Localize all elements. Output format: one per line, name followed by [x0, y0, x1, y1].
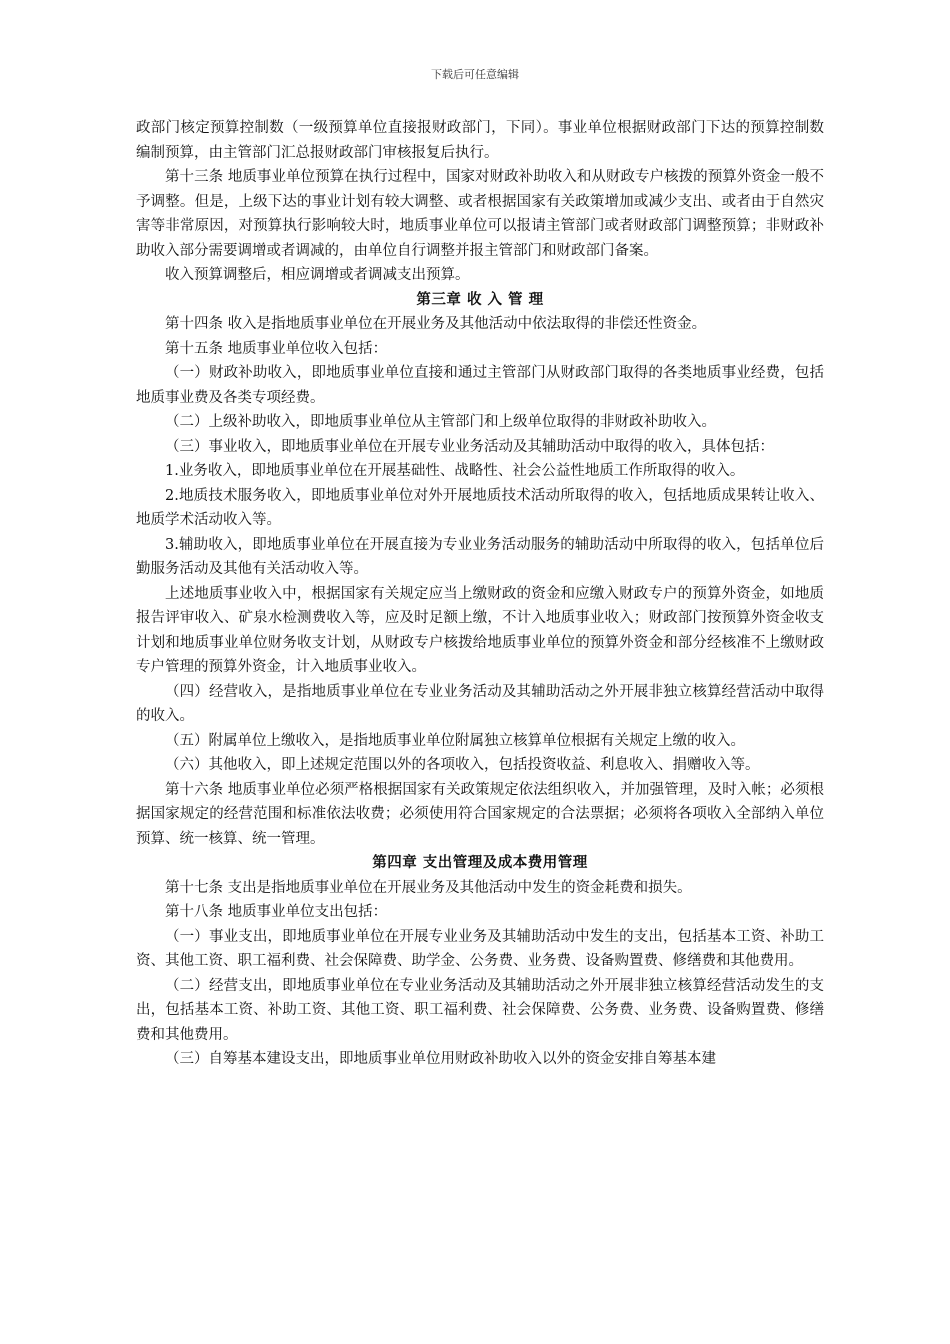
paragraph: （六）其他收入，即上述规定范围以外的各项收入，包括投资收益、利息收入、捐赠收入等。 [165, 757, 760, 773]
paragraph: 第十五条 地质事业单位收入包括： [165, 340, 388, 357]
paragraph: （一）事业支出，即地质事业单位在开展专业业务及其辅助活动中发生的支出，包括基本工资、补助工资、其他工资、职工福利费、社会保障费、助学金、公务费、业务费、设备购置费、修缮费和其他费用。 [136, 928, 824, 969]
paragraph: 2.地质技术服务收入，即地质事业单位对外开展地质技术活动所取得的收入，包括地质成果转让收入、地质学术活动收入等。 [136, 487, 824, 528]
paragraph: 第十七条 支出是指地质事业单位在开展业务及其他活动中发生的资金耗费和损失。 [165, 879, 692, 896]
paragraph: 3.辅助收入，即地质事业单位在开展直接为专业业务活动服务的辅助活动中所取得的收入，包括单位后勤服务活动及其他有关活动收入等。 [136, 536, 824, 577]
paragraph: 1.业务收入，即地质事业单位在开展基础性、战略性、社会公益性地质工作所取得的收入。 [165, 463, 745, 479]
paragraph: 第十四条 收入是指地质事业单位在开展业务及其他活动中依法取得的非偿还性资金。 [165, 316, 707, 332]
document-body [136, 116, 824, 1072]
paragraph: （一）财政补助收入，即地质事业单位直接和通过主管部门从财政部门取得的各类地质事业经费，包括地质事业费及各类专项经费。 [136, 365, 824, 406]
paragraph: 政部门核定预算控制数（一级预算单位直接报财政部门，下同）。事业单位根据财政部门下达的预算控制数编制预算，由主管部门汇总报财政部门审核报复后执行。 [136, 120, 824, 161]
paragraph: （三）自筹基本建设支出，即地质事业单位用财政补助收入以外的资金安排自筹基本建 [165, 1051, 716, 1067]
paragraph: 第十三条 地质事业单位预算在执行过程中，国家对财政补助收入和从财政专户核拨的预算外资金一般不予调整。但是，上级下达的事业计划有较大调整、或者根据国家有关政策增加或减少支出、或者由于自然灾害等非常原因，对预算执行影响较大时，地质事业单位可以报请主管部门或者财政部门调整预算；非财政补助收入部分需要调增或者调减的，由单位自行调整并报主管部门和财政部门备案。 [136, 169, 824, 259]
chapter-heading: 第四章 支出管理及成本费用管理 [372, 855, 588, 871]
paragraph: （二）经营支出，即地质事业单位在专业业务活动及其辅助活动之外开展非独立核算经营活动发生的支出，包括基本工资、补助工资、其他工资、职工福利费、社会保障费、公务费、业务费、设备购置费、修缮费和其他费用。 [136, 977, 824, 1043]
paragraph: 第十八条 地质事业单位支出包括： [165, 904, 388, 920]
paragraph: （三）事业收入，即地质事业单位在开展专业业务活动及其辅助活动中取得的收入，具体包括： [165, 438, 774, 455]
paragraph: （五）附属单位上缴收入，是指地质事业单位附属独立核算单位根据有关规定上缴的收入。 [165, 732, 745, 749]
chapter-heading: 第三章 收 入 管 理 [416, 291, 544, 308]
paragraph: （四）经营收入，是指地质事业单位在专业业务活动及其辅助活动之外开展非独立核算经营活动中取得的收入。 [136, 683, 824, 724]
paragraph: （二）上级补助收入，即地质事业单位从主管部门和上级单位取得的非财政补助收入。 [165, 414, 716, 430]
paragraph: 上述地质事业收入中，根据国家有关规定应当上缴财政的资金和应缴入财政专户的预算外资金，如地质报告评审收入、矿泉水检测费收入等，应及时足额上缴，不计入地质事业收入；财政部门按预算外资金收支计划和地质事业单位财务收支计划，从财政专户核拨给地质事业单位的预算外资金和部分经核准不上缴财政专户管理的预算外资金，计入地质事业收入。 [136, 585, 824, 675]
page-header: 下载后可任意编辑 [431, 68, 519, 81]
paragraph: 收入预算调整后，相应调增或者调减支出预算。 [165, 267, 470, 283]
paragraph: 第十六条 地质事业单位必须严格根据国家有关政策规定依法组织收入，并加强管理，及时入帐；必须根据国家规定的经营范围和标准依法收费；必须使用符合国家规定的合法票据；必须将各项收入全部纳入单位预算、统一核算、统一管理。 [136, 781, 824, 847]
